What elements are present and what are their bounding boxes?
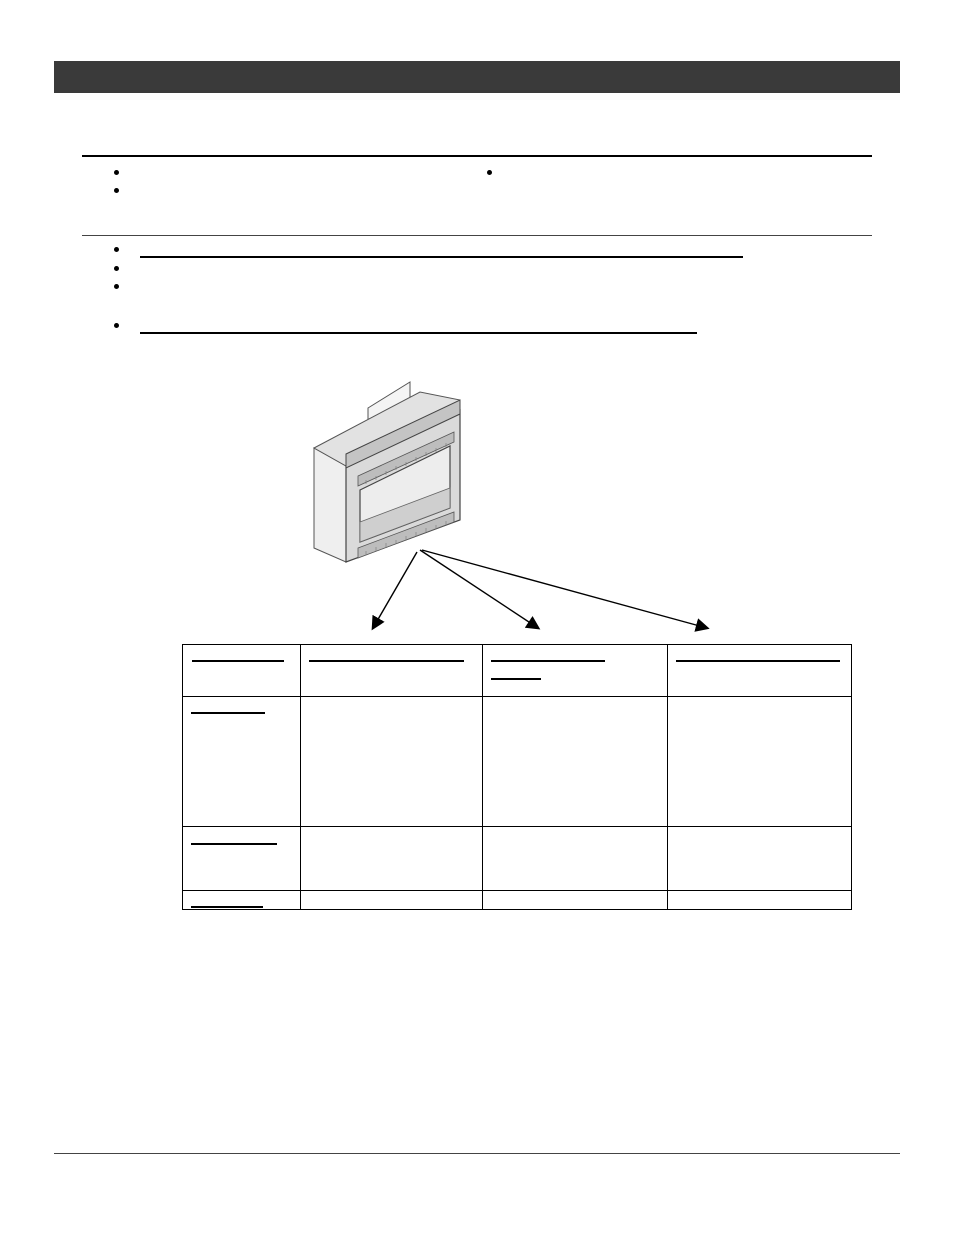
detail-table: [182, 644, 852, 910]
table-cell: [483, 827, 668, 891]
bullet: [487, 170, 492, 175]
table-cell: [668, 645, 852, 697]
table-cell: [183, 697, 301, 827]
table-cell: [183, 891, 301, 910]
bullet: [114, 266, 119, 271]
table-cell: [668, 697, 852, 827]
callout-arrows: [340, 540, 730, 640]
table-row: [183, 645, 852, 697]
table-cell: [483, 697, 668, 827]
underline: [140, 332, 697, 334]
section-2-rule: [82, 235, 872, 236]
table-cell: [183, 645, 301, 697]
bullet: [114, 170, 119, 175]
bullet: [114, 188, 119, 193]
table-cell: [301, 827, 483, 891]
footer-rule: [54, 1153, 900, 1154]
bullet: [114, 247, 119, 252]
table-cell: [668, 891, 852, 910]
section-1-rule: [82, 155, 872, 157]
table-cell: [483, 891, 668, 910]
table-cell: [668, 827, 852, 891]
bullet: [114, 323, 119, 328]
table-cell: [301, 645, 483, 697]
table-cell: [483, 645, 668, 697]
underline: [140, 256, 743, 258]
section-header-bar: [54, 61, 900, 93]
bullet: [114, 284, 119, 289]
table-cell: [183, 827, 301, 891]
table-cell: [301, 891, 483, 910]
table-row: [183, 827, 852, 891]
table-cell: [301, 697, 483, 827]
table-row: [183, 697, 852, 827]
table-row: [183, 891, 852, 910]
